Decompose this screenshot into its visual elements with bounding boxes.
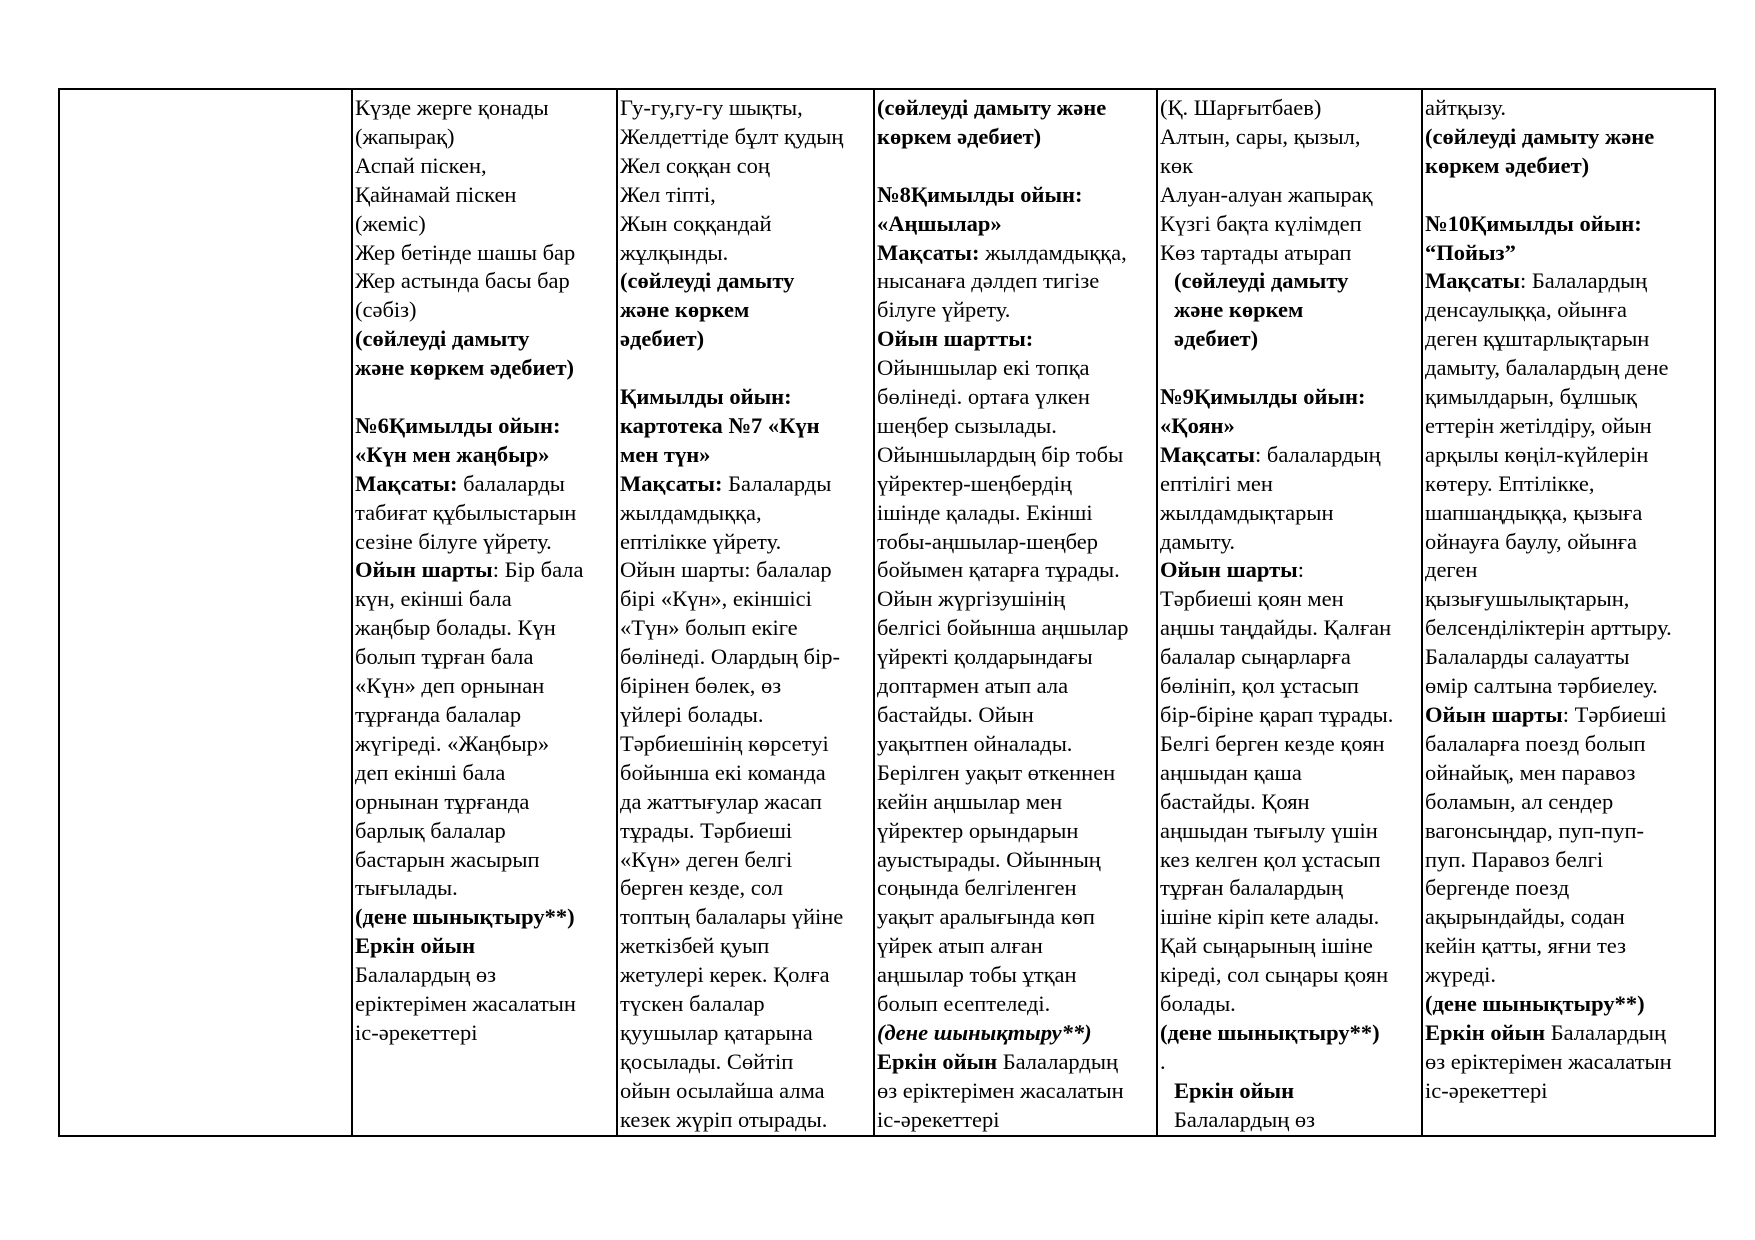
text-line: айтқызу.	[1425, 95, 1506, 120]
text-line: бөлініп, қол ұстасып	[1160, 673, 1359, 699]
text-line: кейін аңшылар мен	[877, 788, 1063, 814]
text-line: Еркін ойын	[1174, 1077, 1295, 1103]
text-heading-segment: Ойын шарты	[355, 557, 493, 583]
text-line: еттерін жетілдіру, ойын	[1425, 412, 1652, 438]
text-line: аңшылар тобы ұтқан	[877, 962, 1077, 988]
text-segment: Балалардың	[997, 1048, 1118, 1074]
text-line: Ойын жүргізушінің	[877, 586, 1066, 612]
text-line: топтың балалары үйіне	[620, 904, 844, 930]
text-line: сезіне білуге үйрету.	[355, 528, 552, 554]
text-line: өз еріктерімен жасалатын	[1425, 1048, 1672, 1074]
text-line: ақырындайды, содан	[1425, 904, 1625, 930]
text-line: әдебиет)	[1174, 326, 1259, 352]
text-line: көркем әдебиет)	[1425, 152, 1590, 178]
text-line: Балалардың өз	[355, 962, 497, 988]
blank-line	[1425, 181, 1712, 210]
text-line: іс-әрекеттері	[1425, 1077, 1548, 1103]
text-line: Желдеттіде бұлт қудың	[620, 123, 844, 149]
text-line: бастайды. Ойын	[877, 702, 1034, 728]
text-line: деп екінші бала	[355, 759, 506, 785]
text-heading-segment: Мақсаты:	[355, 470, 458, 496]
text-line: бір-біріне қарап тұрады.	[1160, 702, 1394, 728]
text-line: Берілген уақыт өткеннен	[877, 759, 1116, 785]
text-line: тобы-аңшылар-шеңбер	[877, 528, 1099, 554]
text-line: №10Қимылды ойын:	[1425, 210, 1642, 236]
text-line: Ойын шарты: балалар	[620, 557, 832, 583]
text-line: табиғат құбылыстарын	[355, 499, 577, 525]
text-line: Күзгі бақта күлімдеп	[1160, 210, 1362, 236]
text-line: жеткізбей қуып	[620, 933, 770, 959]
text-line: үйректер орындарын	[877, 817, 1079, 843]
text-heading-segment: Ойын шарты	[1160, 557, 1298, 583]
text-line: кіреді, сол сыңары қоян	[1160, 962, 1389, 988]
text-line: білуге үйрету.	[877, 297, 1011, 323]
text-line: Балаларды салауатты	[1425, 644, 1630, 670]
text-line: жылдамдықтарын	[1160, 499, 1334, 525]
text-line: доптармен атып ала	[877, 673, 1069, 699]
text-line: (сөйлеуді дамыту және	[1425, 123, 1655, 149]
text-line: Алуан-алуан жапырақ	[1160, 181, 1373, 207]
text-line: ішіне кіріп кете алады.	[1160, 904, 1380, 930]
text-segment: : Тәрбиеші	[1562, 702, 1667, 728]
text-line: №6Қимылды ойын:	[355, 412, 561, 438]
text-segment: : балалардың	[1255, 441, 1381, 467]
text-segment: : Балалардың	[1520, 268, 1648, 294]
text-line: бастайды. Қоян	[1160, 788, 1310, 814]
text-line: «Қоян»	[1160, 412, 1235, 438]
text-line: кез келген қол ұстасып	[1160, 846, 1381, 872]
text-line: аңшыдан тығылу үшін	[1160, 817, 1378, 843]
text-line: бастарын жасырып	[355, 846, 540, 872]
table-cell-col-3	[617, 89, 874, 1136]
text-line: болып тұрған бала	[355, 644, 534, 670]
text-line: ептілігі мен	[1160, 470, 1273, 496]
text-line: Қимылды ойын:	[620, 384, 792, 410]
text-line: картотека №7 «Күн	[620, 412, 820, 438]
text-heading-segment: Мақсаты	[1160, 441, 1255, 467]
text-line: болады.	[1160, 991, 1236, 1017]
text-line: Ойыншылардың бір тобы	[877, 441, 1124, 467]
text-line	[877, 239, 1154, 268]
text-line: тұрғанда балалар	[355, 702, 522, 728]
text-segment: :	[1297, 557, 1304, 583]
text-line: Қайнамай піскен	[355, 181, 517, 207]
text-line: қосылады. Сөйтіп	[620, 1048, 794, 1074]
text-line: қызығушылықтарын,	[1425, 586, 1630, 612]
text-line: деген	[1425, 557, 1478, 583]
text-line: ойнауға баулу, ойынға	[1425, 528, 1637, 554]
table-row	[59, 89, 1715, 1136]
text-line: тұрады. Тәрбиеші	[620, 817, 793, 843]
text-line: жүгіреді. «Жаңбыр»	[355, 730, 550, 756]
text-line: Еркін ойын	[355, 933, 476, 959]
text-line: «Күн» деген белгі	[620, 846, 793, 872]
text-segment: балаларды	[457, 470, 565, 496]
text-line: көк	[1160, 152, 1194, 178]
text-line: дамыту, балалардың дене	[1425, 355, 1669, 381]
text-line: Тәрбиешінің көрсетуі	[620, 730, 829, 756]
text-line: бөлінеді. Олардың бір-	[620, 644, 840, 670]
text-line: жылдамдыққа,	[620, 499, 762, 525]
text-line: (сөйлеуді дамыту	[355, 326, 530, 352]
text-heading-segment: Еркін ойын	[877, 1048, 998, 1074]
text-line: үйлері болады.	[620, 702, 764, 728]
text-line: өз еріктерімен жасалатын	[877, 1077, 1124, 1103]
text-line: Аспай піскен,	[355, 152, 487, 178]
text-line: №8Қимылды ойын:	[877, 181, 1083, 207]
text-line: ойын осылайша алма	[620, 1077, 825, 1103]
text-line: жетулері керек. Қолға	[620, 962, 830, 988]
text-line: бойынша екі команда	[620, 759, 826, 785]
text-heading-segment: Мақсаты	[1425, 268, 1520, 294]
text-line: кейін қатты, яғни тез	[1425, 933, 1626, 959]
blank-line	[355, 383, 614, 412]
blank-line	[877, 152, 1154, 181]
text-line: және көркем	[1174, 297, 1304, 323]
text-line: барлық балалар	[355, 817, 506, 843]
text-line: және көркем	[620, 297, 750, 323]
table-cell-col-5	[1157, 89, 1422, 1136]
text-line: боламын, ал сендер	[1425, 788, 1614, 814]
text-line: көркем әдебиет)	[877, 123, 1042, 149]
text-line: бөлінеді. ортаға үлкен	[877, 384, 1090, 410]
text-line: үйрек атып алған	[877, 933, 1043, 959]
text-line	[1425, 1019, 1712, 1048]
text-line: әдебиет)	[620, 326, 705, 352]
text-line: №9Қимылды ойын:	[1160, 384, 1366, 410]
text-line: Қай сыңарының ішіне	[1160, 933, 1373, 959]
table-cell-col-2	[352, 89, 617, 1136]
text-line: (дене шынықтыру**)	[877, 1019, 1092, 1045]
text-line: (дене шынықтыру**)	[1425, 991, 1645, 1017]
text-line: аңшы таңдайды. Қалған	[1160, 615, 1392, 641]
text-line: кезек жүріп отырады.	[620, 1106, 828, 1132]
text-line: соңында белгіленген	[877, 875, 1077, 901]
text-line: бойымен қатарға тұрады.	[877, 557, 1120, 583]
text-line: Белгі берген кезде қоян	[1160, 730, 1385, 756]
text-segment: : Бір бала	[492, 557, 584, 583]
text-line: «Күн мен жаңбыр»	[355, 441, 550, 467]
text-line: жаңбыр болады. Күн	[355, 615, 556, 641]
text-line: (сөйлеуді дамыту	[620, 268, 795, 294]
text-line: (жапырақ)	[355, 123, 455, 149]
text-line: Тәрбиеші қоян мен	[1160, 586, 1344, 612]
text-line: орнынан тұрғанда	[355, 788, 530, 814]
text-line: тығылады.	[355, 875, 458, 901]
text-line: Жер астында басы бар	[355, 268, 570, 294]
text-line: «Түн» болып екіге	[620, 615, 798, 641]
text-line: (сөйлеуді дамыту және	[877, 95, 1107, 120]
text-line: (дене шынықтыру**)	[1160, 1019, 1380, 1045]
text-line: бергенде поезд	[1425, 875, 1570, 901]
text-line: ауыстырады. Ойынның	[877, 846, 1101, 872]
text-line: да жаттығулар жасап	[620, 788, 822, 814]
text-heading-segment: Мақсаты:	[620, 470, 723, 496]
text-line: (Қ. Шарғытбаев)	[1160, 95, 1322, 120]
text-line: еріктерімен жасалатын	[355, 991, 576, 1017]
text-line: белсенділіктерін арттыру.	[1425, 615, 1672, 641]
text-line: қуушылар қатарына	[620, 1019, 813, 1045]
text-line: жүреді.	[1425, 962, 1497, 988]
text-line: бірінен бөлек, өз	[620, 673, 782, 699]
text-line: “Пойыз”	[1425, 239, 1516, 265]
text-line: аңшыдан қаша	[1160, 759, 1302, 785]
text-line: Жын соққандай	[620, 210, 772, 236]
text-line: (жеміс)	[355, 210, 426, 236]
table-cell-col-4	[874, 89, 1157, 1136]
table-cell-col-6	[1422, 89, 1715, 1136]
text-line: шеңбер сызылады.	[877, 412, 1057, 438]
text-line: ептілікке үйрету.	[620, 528, 782, 554]
text-line: жұлқынды.	[620, 239, 729, 265]
text-heading-segment: Мақсаты:	[877, 239, 980, 265]
text-line: ішінде қалады. Екінші	[877, 499, 1093, 525]
text-line: (сөйлеуді дамыту	[1174, 268, 1349, 294]
text-segment: Балалардың	[1545, 1019, 1666, 1045]
text-line: Күзде жерге қонады	[355, 95, 549, 120]
text-line: түскен балалар	[620, 991, 765, 1017]
text-line: уақыт аралығында көп	[877, 904, 1095, 930]
text-line: «Аңшылар»	[877, 210, 1002, 236]
text-line: берген кезде, сол	[620, 875, 783, 901]
text-line: мен түн»	[620, 441, 711, 467]
table-cell-empty	[59, 89, 352, 1136]
text-line: деген құштарлықтарын	[1425, 326, 1650, 352]
text-line: қимылдарын, бұлшық	[1425, 384, 1637, 410]
text-line: және көркем әдебиет)	[355, 355, 575, 381]
text-line	[1160, 556, 1419, 585]
text-line: Балалардың өз	[1174, 1106, 1316, 1132]
text-line: күн, екінші бала	[355, 586, 512, 612]
text-line: бірі «Күн», екіншісі	[620, 586, 812, 612]
text-line: көтеру. Ептілікке,	[1425, 470, 1595, 496]
blank-line	[1160, 354, 1419, 383]
text-line: балаларға поезд болып	[1425, 730, 1646, 756]
text-line: үйректі қолдарындағы	[877, 644, 1093, 670]
text-line	[1425, 701, 1712, 730]
schedule-table	[58, 88, 1716, 1137]
text-heading-segment: Еркін ойын	[1425, 1019, 1546, 1045]
text-line: шапшаңдыққа, қызыға	[1425, 499, 1643, 525]
text-line: Жер бетінде шашы бар	[355, 239, 576, 265]
text-line: өмір салтына тәрбиелеу.	[1425, 673, 1658, 699]
text-line	[355, 470, 614, 499]
blank-line	[620, 354, 871, 383]
text-heading-segment: Ойын шарты	[1425, 702, 1563, 728]
text-line: болып есептеледі.	[877, 991, 1051, 1017]
text-line: Жел тіпті,	[620, 181, 716, 207]
text-line: іс-әрекеттері	[877, 1106, 1000, 1132]
text-segment: жылдамдыққа,	[979, 239, 1127, 265]
text-line: Алтын, сары, қызыл,	[1160, 123, 1361, 149]
text-line: (сәбіз)	[355, 297, 417, 323]
text-line: (дене шынықтыру**)	[355, 904, 575, 930]
text-line: белгісі бойынша аңшылар	[877, 615, 1129, 641]
text-line: үйректер-шеңбердің	[877, 470, 1072, 496]
text-line: Ойын шартты:	[877, 326, 1034, 352]
text-line: іс-әрекеттері	[355, 1019, 478, 1045]
text-line: ойнайық, мен паравоз	[1425, 759, 1636, 785]
text-line: Көз тартады атырап	[1160, 239, 1352, 265]
text-line: тұрған балалардың	[1160, 875, 1344, 901]
text-line	[1425, 267, 1712, 296]
text-line: пуп. Паравоз белгі	[1425, 846, 1604, 872]
text-line	[1160, 441, 1419, 470]
text-line	[355, 556, 614, 585]
text-line: денсаулыққа, ойынға	[1425, 297, 1627, 323]
text-line: вагонсыңдар, пуп-пуп-	[1425, 817, 1645, 843]
text-line	[620, 470, 871, 499]
text-line: .	[1160, 1048, 1166, 1074]
text-line: дамыту.	[1160, 528, 1235, 554]
text-line: Жел соққан соң	[620, 152, 770, 178]
text-line: «Күн» деп орнынан	[355, 673, 545, 699]
text-line: балалар сыңарларға	[1160, 644, 1351, 670]
text-line: Гу-гу,гу-гу шықты,	[620, 95, 803, 120]
text-line: нысанаға дәлдеп тигізе	[877, 268, 1100, 294]
text-line: Ойыншылар екі топқа	[877, 355, 1090, 381]
text-segment: Балаларды	[722, 470, 832, 496]
text-line: арқылы көңіл-күйлерін	[1425, 441, 1649, 467]
text-line	[877, 1048, 1154, 1077]
text-line: уақытпен ойналады.	[877, 730, 1073, 756]
